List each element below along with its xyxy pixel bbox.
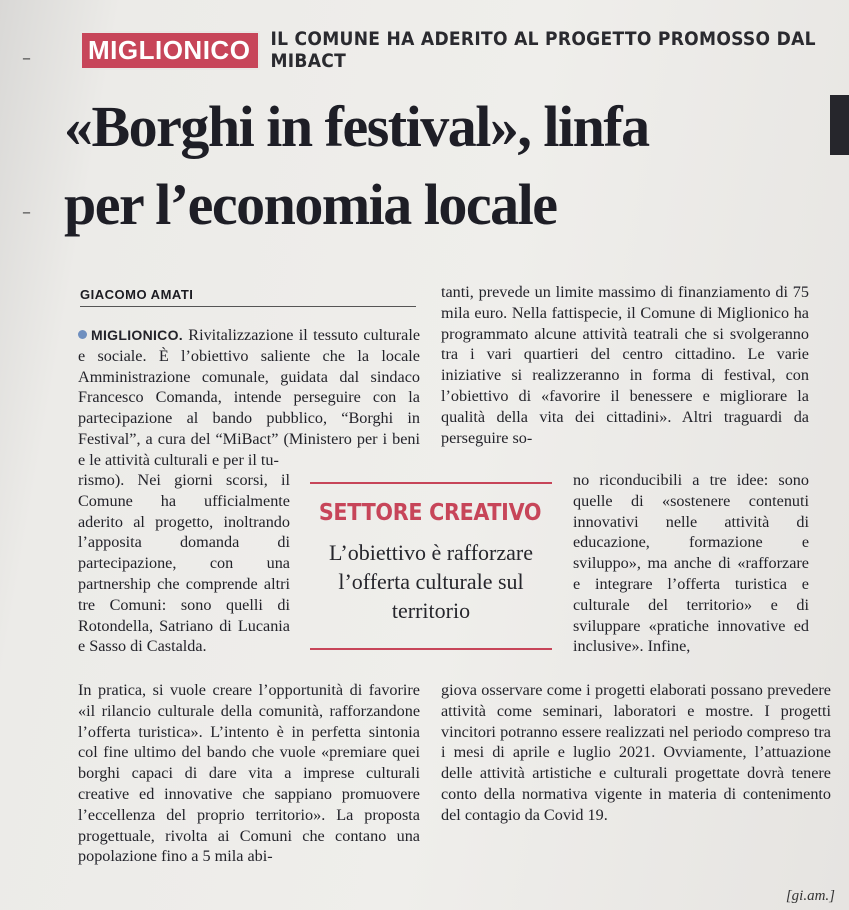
headline-line-2: per l’economia locale — [64, 172, 557, 237]
body-text: Rivitalizzazione il tessuto culturale e sociale. È l’obiettivo saliente che la locale Amministrazione comunale, guidata dal sindaco Francesco Comanda, intende perseguire con la partecipazione al bando pubblico, “Borghi in Festival”, a cura del “MiBact” (Ministero per i beni e le attività culturali e per il tu- — [78, 326, 421, 469]
pullquote-top-rule — [310, 482, 552, 484]
kicker-location-tag: MIGLIONICO — [80, 31, 260, 70]
body-text: no riconducibili a tre idee: sono quelle di «sostenere contenuti innovativi nelle attività di educazione, formazione e sviluppo», ma anche di «rafforzare e integrare l’offerta turistica e culturale del territorio» e di sviluppare «pratiche innovative ed inclusive». Infine, — [573, 471, 809, 656]
headline-line-1: «Borghi in festival», linfa — [64, 94, 649, 159]
body-text: tanti, prevede un limite massimo di finanziamento di 75 mila euro. Nella fattispecie, il Comune di Miglionico ha programmato alcune attività teatrali che si svolgeranno tra i vari quartieri del centro cittadino. Le varie iniziative si realizzeranno in forma di festival, con l’obiettivo di «favorire il benessere e migliorare la qualità della vita dei cittadini». Altri traguardi da perseguire so- — [441, 283, 809, 447]
article-body-col1-top — [78, 325, 420, 471]
kicker — [80, 30, 849, 70]
article-body-col2-bottom — [441, 680, 831, 826]
margin-mark: – — [22, 202, 31, 223]
pullquote-label: SETTORE CREATIVO — [318, 500, 542, 526]
body-text: giova osservare come i progetti elaborati possano prevedere attività come seminari, laboratori e mostre. I progetti vincitori potranno essere realizzati nel periodo compreso tra i mesi di aprile e luglio 2021. Ovviamente, l’attuazione delle attività artistiche e culturali progettate dovrà tenere conto della normativa vigente in materia di contenimento del contagio da Covid 19. — [441, 681, 831, 824]
margin-mark: – — [22, 48, 31, 69]
byline: GIACOMO AMATI — [80, 287, 416, 307]
pullquote-bottom-rule — [310, 648, 552, 650]
pullquote-text: L’obiettivo è rafforzare l’offerta culturale sul territorio — [328, 540, 533, 623]
author-signature: [gi.am.] — [785, 888, 835, 904]
dateline: MIGLIONICO. — [91, 327, 183, 343]
pullquote-box — [306, 478, 554, 652]
kicker-text: IL COMUNE HA ADERITO AL PROGETTO PROMOSSO DAL MIBACT — [270, 28, 816, 72]
adjacent-article-fragment — [830, 95, 849, 155]
article-body-col2-mid — [573, 470, 809, 657]
article-body-col1-mid — [78, 470, 290, 657]
bullet-dot-icon — [78, 330, 87, 339]
body-text: rismo). Nei giorni scorsi, il Comune ha ufficialmente aderito al progetto, inoltrando l’apposita domanda di partecipazione, con una partnership che comprende altri tre Comuni: sono quelli di Rotondella, Satriano di Lucania e Sasso di Castalda. — [78, 471, 290, 656]
body-text: In pratica, si vuole creare l’opportunità di favorire «il rilancio culturale della comunità, rafforzandone l’offerta turistica». L’intento è in perfetta sintonia col fine ultimo del bando che vuole «premiare quei borghi capaci di dare vita a imprese culturali creative ed innovative che sappiano promuovere l’eccellenza del proprio territorio». La proposta progettuale, rivolta ai Comuni che contano una popolazione fino a 5 mila abi- — [78, 681, 420, 866]
article-body-col1-bottom — [78, 680, 420, 867]
article-body-col2-top — [441, 282, 809, 448]
headline — [64, 88, 784, 244]
